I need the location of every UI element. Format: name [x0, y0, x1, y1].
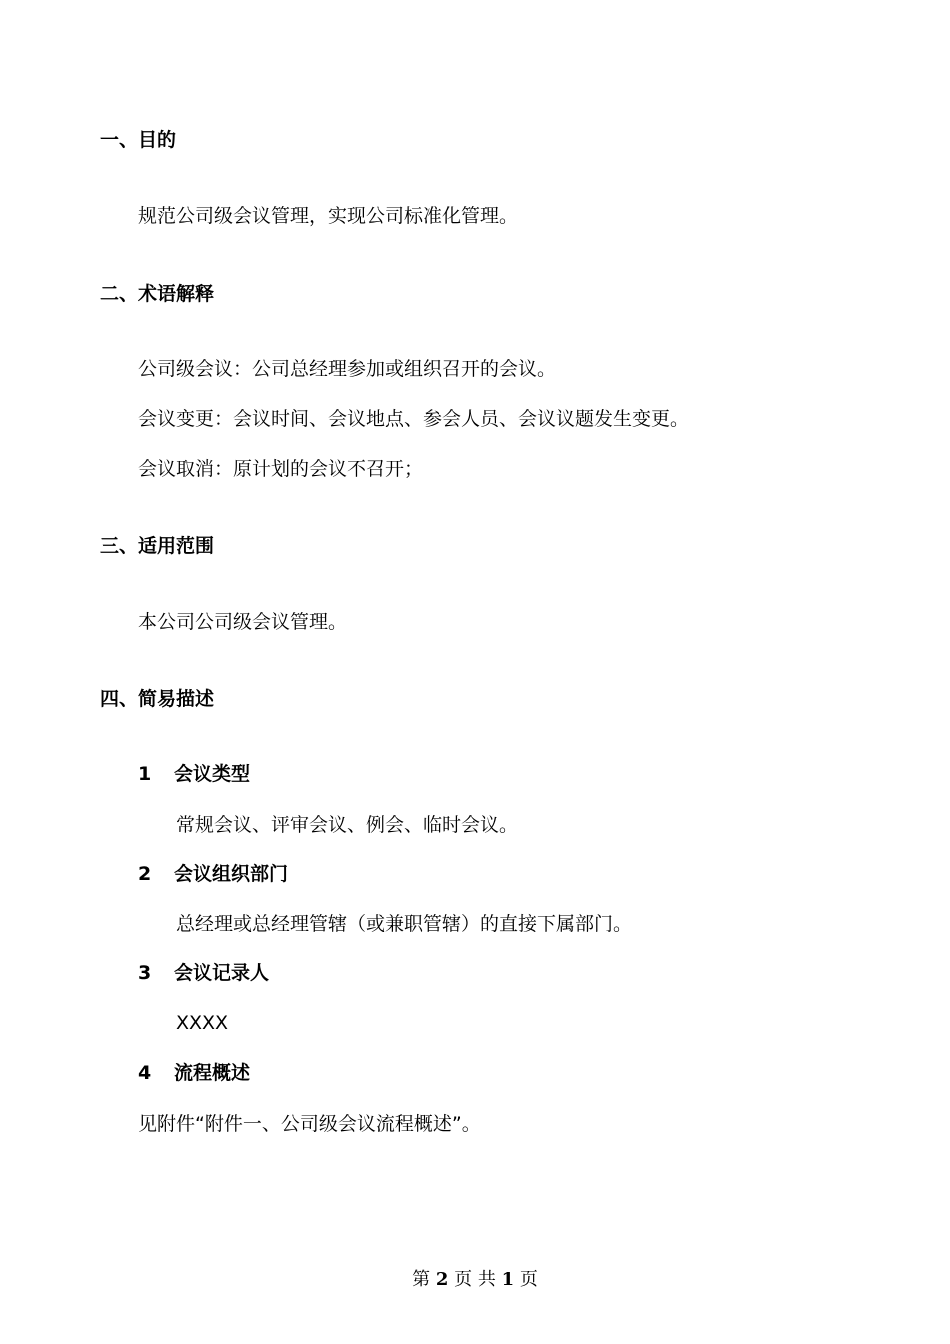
footer-page-number: 2 — [435, 1269, 449, 1290]
page-footer — [0, 1268, 950, 1292]
footer-prefix: 第 — [412, 1269, 431, 1290]
item-number: 1 — [138, 763, 152, 785]
item-number: 4 — [138, 1062, 152, 1084]
item-title-recorder: 会议记录人 — [174, 962, 270, 984]
term-definition-meeting-cancel: 会议取消：原计划的会议不召开； — [138, 458, 424, 480]
item-text-organizing-dept: 总经理或总经理管辖（或兼职管辖）的直接下属部门。 — [176, 913, 633, 935]
section-heading-purpose: 一、目的 — [100, 129, 177, 151]
section-heading-description: 四、简易描述 — [100, 688, 215, 710]
item-title-process-overview: 流程概述 — [174, 1062, 251, 1084]
term-definition-meeting-change: 会议变更：会议时间、会议地点、参会人员、会议议题发生变更。 — [138, 408, 690, 430]
item-text-meeting-type: 常规会议、评审会议、例会、临时会议。 — [176, 814, 519, 836]
section-heading-scope: 三、适用范围 — [100, 535, 215, 557]
item-text-process-overview: 见附件“附件一、公司级会议流程概述”。 — [138, 1113, 481, 1135]
item-number: 3 — [138, 962, 152, 984]
scope-paragraph: 本公司公司级会议管理。 — [138, 611, 348, 633]
item-title-meeting-type: 会议类型 — [174, 763, 251, 785]
item-text-recorder: XXXX — [176, 1012, 229, 1034]
footer-suffix: 页 — [519, 1269, 538, 1290]
purpose-paragraph: 规范公司级会议管理，实现公司标准化管理。 — [138, 205, 519, 227]
footer-middle: 页 共 — [454, 1269, 496, 1290]
item-title-organizing-dept: 会议组织部门 — [174, 863, 289, 885]
section-heading-terms: 二、术语解释 — [100, 283, 215, 305]
item-number: 2 — [138, 863, 152, 885]
footer-total-pages: 1 — [501, 1269, 515, 1290]
term-definition-company-meeting: 公司级会议：公司总经理参加或组织召开的会议。 — [138, 358, 557, 380]
